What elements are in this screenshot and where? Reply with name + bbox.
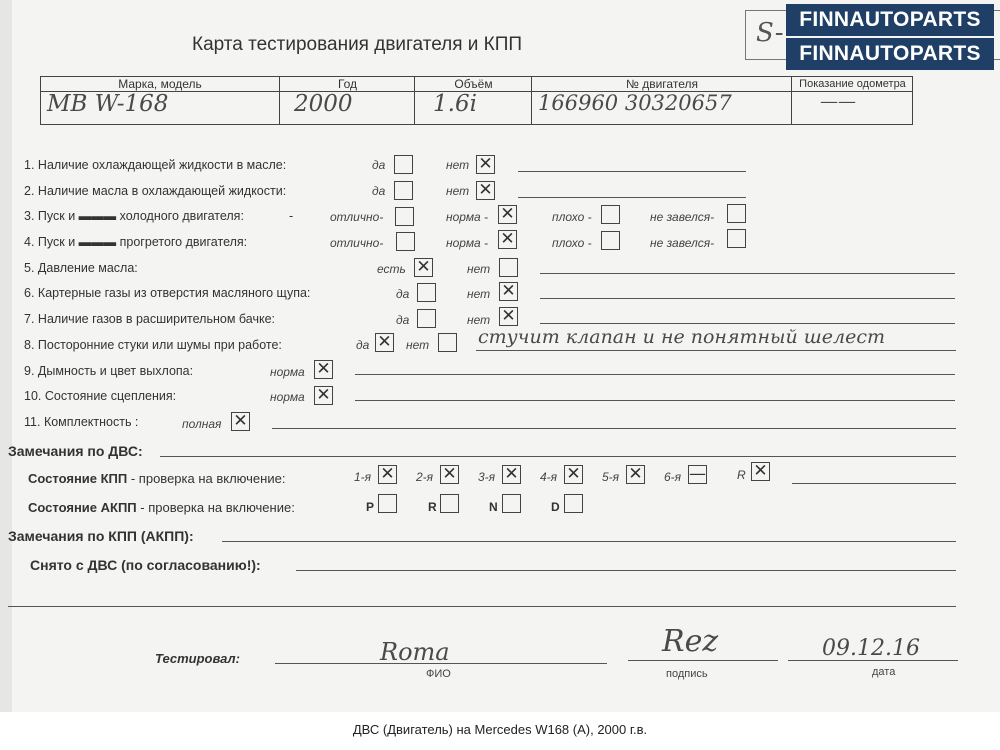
item-5-label: Давление масла: bbox=[37, 261, 138, 275]
kpp-remarks-heading: Замечания по КПП (АКПП): bbox=[8, 528, 194, 544]
akpp-n-label: N bbox=[489, 500, 498, 514]
cell-engine-number bbox=[531, 77, 792, 124]
r7-line bbox=[540, 323, 955, 324]
removed-heading: Снято с ДВС (по согласованию!): bbox=[30, 557, 261, 573]
cell-odometer bbox=[791, 77, 913, 124]
r10-line bbox=[355, 400, 955, 401]
r6-no-checkbox[interactable]: ✕ bbox=[499, 282, 518, 301]
item-3-number: 3. bbox=[24, 209, 35, 223]
r1-line bbox=[518, 171, 746, 172]
r8-handwritten-note: стучит клапан и не понятный шелест bbox=[478, 326, 886, 348]
cell-make-model bbox=[41, 77, 279, 124]
kpp-gear-5-checkbox[interactable]: ✕ bbox=[626, 465, 645, 484]
dvs-remarks-heading: Замечания по ДВС: bbox=[8, 443, 143, 459]
r7-yes-label: да bbox=[396, 313, 410, 327]
label-volume: Объём bbox=[415, 77, 532, 92]
r11-line bbox=[272, 428, 956, 429]
kpp-gear-4-checkbox[interactable]: ✕ bbox=[564, 465, 583, 484]
value-engine-number: 166960 30320657 bbox=[538, 91, 732, 115]
tester-date: 09.12.16 bbox=[822, 636, 920, 661]
r10-norm-checkbox[interactable]: ✕ bbox=[314, 386, 333, 405]
r2-no-label: нет bbox=[446, 184, 470, 198]
label-year: Год bbox=[280, 77, 415, 92]
tester-label: Тестировал: bbox=[155, 651, 240, 666]
value-year: 2000 bbox=[294, 91, 353, 117]
r3-normal-checkbox[interactable]: ✕ bbox=[498, 205, 517, 224]
tester-date-caption: дата bbox=[872, 666, 896, 678]
r6-no-label: нет bbox=[467, 287, 491, 301]
akpp-d-label: D bbox=[551, 500, 560, 514]
item-11 bbox=[24, 415, 138, 429]
r11-full-checkbox[interactable]: ✕ bbox=[231, 412, 250, 431]
r3-excellent-label: отлично- bbox=[330, 210, 384, 224]
r9-norm-label: норма bbox=[270, 365, 305, 379]
r9-norm-checkbox[interactable]: ✕ bbox=[314, 360, 333, 379]
r7-no-label: нет bbox=[467, 313, 491, 327]
r7-no-checkbox[interactable]: ✕ bbox=[499, 307, 518, 326]
kpp-gear-5-label: 5-я bbox=[602, 470, 620, 484]
item-8 bbox=[24, 338, 282, 352]
value-volume: 1.6i bbox=[433, 91, 477, 117]
item-2 bbox=[24, 184, 286, 198]
r5-exists-label: есть bbox=[377, 262, 406, 276]
akpp-d-checkbox[interactable] bbox=[564, 494, 583, 513]
akpp-label-suffix: - проверка на включение: bbox=[136, 500, 295, 515]
r4-excellent-label: отлично- bbox=[330, 236, 384, 250]
item-8-number: 8. bbox=[24, 338, 35, 352]
r3-bad-label: плохо - bbox=[552, 210, 592, 224]
value-odometer: —— bbox=[820, 91, 856, 112]
r6-yes-label: да bbox=[396, 287, 410, 301]
r4-normal-label: норма - bbox=[446, 236, 489, 250]
kpp-gear-3-label: 3-я bbox=[478, 470, 496, 484]
r7-yes-checkbox[interactable] bbox=[417, 309, 436, 328]
kpp-gear-6-label: 6-я bbox=[664, 470, 682, 484]
label-odometer: Показание одометра bbox=[792, 77, 913, 92]
item-1-number: 1. bbox=[24, 158, 35, 172]
r8-yes-checkbox[interactable]: ✕ bbox=[375, 333, 394, 352]
item-9 bbox=[24, 364, 193, 378]
r2-line bbox=[518, 197, 746, 198]
label-make-model: Марка, модель bbox=[41, 77, 279, 92]
kpp-gear-2-label: 2-я bbox=[416, 470, 434, 484]
r4-nostart-label: не завелся- bbox=[650, 236, 715, 250]
r4-normal-checkbox[interactable]: ✕ bbox=[498, 230, 517, 249]
r8-no-label: нет bbox=[406, 338, 430, 352]
item-8-label: Посторонние стуки или шумы при работе: bbox=[37, 338, 282, 352]
r3-excellent-checkbox[interactable] bbox=[395, 207, 414, 226]
corner-code: S- bbox=[756, 18, 784, 48]
tester-signature: Rez bbox=[662, 624, 719, 659]
item-3 bbox=[24, 209, 244, 223]
cell-year bbox=[279, 77, 415, 124]
r4-bad-label: плохо - bbox=[552, 236, 592, 250]
r8-yes-label: да bbox=[356, 338, 370, 352]
r2-no-checkbox[interactable]: ✕ bbox=[476, 181, 495, 200]
akpp-label bbox=[28, 500, 295, 515]
kpp-gear-2-checkbox[interactable]: ✕ bbox=[440, 465, 459, 484]
item-10-label: Состояние сцепления: bbox=[44, 389, 177, 403]
removed-line bbox=[296, 570, 956, 571]
item-7-number: 7. bbox=[24, 312, 35, 326]
r2-yes-label: да bbox=[372, 184, 386, 198]
r11-full-label: полная bbox=[182, 417, 222, 431]
kpp-gear-r-label: R bbox=[737, 468, 746, 482]
page-title: Карта тестирования двигателя и КПП bbox=[192, 34, 523, 55]
kpp-gear-1-checkbox[interactable]: ✕ bbox=[378, 465, 397, 484]
kpp-line bbox=[792, 483, 956, 484]
akpp-label-bold: Состояние АКПП bbox=[28, 500, 137, 515]
r3-nostart-checkbox[interactable] bbox=[727, 204, 746, 223]
kpp-remarks-line bbox=[222, 541, 956, 542]
item-3-dash: - bbox=[289, 209, 294, 223]
kpp-label bbox=[28, 471, 285, 486]
r6-yes-checkbox[interactable] bbox=[417, 283, 436, 302]
r3-bad-checkbox[interactable] bbox=[601, 205, 620, 224]
image-caption: ДВС (Двигатель) на Mercedes W168 (A), 2000 г.в. bbox=[352, 722, 648, 737]
akpp-p-label: P bbox=[366, 500, 375, 514]
akpp-p-checkbox[interactable] bbox=[378, 494, 397, 513]
kpp-gear-r-checkbox[interactable]: ✕ bbox=[751, 462, 770, 481]
r3-nostart-label: не завелся- bbox=[650, 210, 715, 224]
r9-line bbox=[355, 374, 955, 375]
item-11-label: Комплектность : bbox=[43, 415, 139, 429]
tester-signature-caption: подпись bbox=[666, 668, 708, 680]
blank-line bbox=[8, 606, 956, 607]
r5-line bbox=[540, 273, 955, 274]
kpp-gear-4-label: 4-я bbox=[540, 470, 558, 484]
r8-line bbox=[476, 350, 956, 351]
item-9-label: Дымность и цвет выхлопа: bbox=[37, 364, 194, 378]
kpp-label-bold: Состояние КПП bbox=[28, 471, 128, 486]
akpp-n-checkbox[interactable] bbox=[502, 494, 521, 513]
akpp-r-label: R bbox=[428, 500, 437, 514]
vehicle-info-table bbox=[40, 76, 913, 125]
r3-normal-label: норма - bbox=[446, 210, 489, 224]
cell-volume bbox=[414, 77, 532, 124]
item-3-label: Пуск и ▬▬▬ холодного двигателя: bbox=[37, 209, 244, 223]
r5-no-label: нет bbox=[467, 262, 491, 276]
item-5 bbox=[24, 261, 138, 275]
item-6-number: 6. bbox=[24, 286, 35, 300]
r2-yes-checkbox[interactable] bbox=[394, 181, 413, 200]
value-make-model: MB W-168 bbox=[47, 91, 169, 117]
item-1 bbox=[24, 158, 286, 172]
r4-nostart-checkbox[interactable] bbox=[727, 229, 746, 248]
tester-name-line bbox=[275, 663, 607, 664]
label-engine-number: № двигателя bbox=[532, 77, 792, 92]
kpp-gear-3-checkbox[interactable]: ✕ bbox=[502, 465, 521, 484]
item-7-label: Наличие газов в расширительном бачке: bbox=[37, 312, 276, 326]
item-6 bbox=[24, 286, 310, 300]
watermark-logo-top: FINNAUTOPARTS bbox=[786, 4, 994, 36]
r6-line bbox=[540, 298, 955, 299]
dvs-remarks-line bbox=[160, 456, 956, 457]
r10-norm-label: норма bbox=[270, 390, 305, 404]
kpp-label-suffix: - проверка на включение: bbox=[127, 471, 286, 486]
item-1-label: Наличие охлаждающей жидкости в масле: bbox=[37, 158, 287, 172]
item-4-number: 4. bbox=[24, 235, 35, 249]
item-4 bbox=[24, 235, 247, 249]
item-2-number: 2. bbox=[24, 184, 35, 198]
item-7 bbox=[24, 312, 275, 326]
watermark-logo-bottom: FINNAUTOPARTS bbox=[786, 38, 994, 70]
akpp-r-checkbox[interactable] bbox=[440, 494, 459, 513]
item-6-label: Картерные газы из отверстия масляного щупа: bbox=[37, 286, 311, 300]
r4-bad-checkbox[interactable] bbox=[601, 231, 620, 250]
kpp-gear-1-label: 1-я bbox=[354, 470, 372, 484]
r1-yes-label: да bbox=[372, 158, 386, 172]
tester-name-caption: ФИО bbox=[426, 668, 451, 680]
item-9-number: 9. bbox=[24, 364, 35, 378]
item-4-label: Пуск и ▬▬▬ прогретого двигателя: bbox=[37, 235, 248, 249]
r1-no-checkbox[interactable]: ✕ bbox=[476, 155, 495, 174]
item-10-number: 10. bbox=[24, 389, 42, 403]
r4-excellent-checkbox[interactable] bbox=[396, 232, 415, 251]
item-5-number: 5. bbox=[24, 261, 35, 275]
r5-no-checkbox[interactable] bbox=[499, 258, 518, 277]
item-2-label: Наличие масла в охлаждающей жидкости: bbox=[37, 184, 287, 198]
item-11-number: 11. bbox=[24, 415, 41, 429]
r1-yes-checkbox[interactable] bbox=[394, 155, 413, 174]
r1-no-label: нет bbox=[446, 158, 470, 172]
kpp-gear-6-checkbox[interactable]: — bbox=[689, 464, 706, 484]
r5-exists-checkbox[interactable]: ✕ bbox=[414, 258, 433, 277]
tester-name: Roma bbox=[380, 638, 450, 666]
tester-signature-line bbox=[628, 660, 778, 661]
tester-date-line bbox=[788, 660, 958, 661]
item-10 bbox=[24, 389, 176, 403]
r8-no-checkbox[interactable] bbox=[438, 333, 457, 352]
